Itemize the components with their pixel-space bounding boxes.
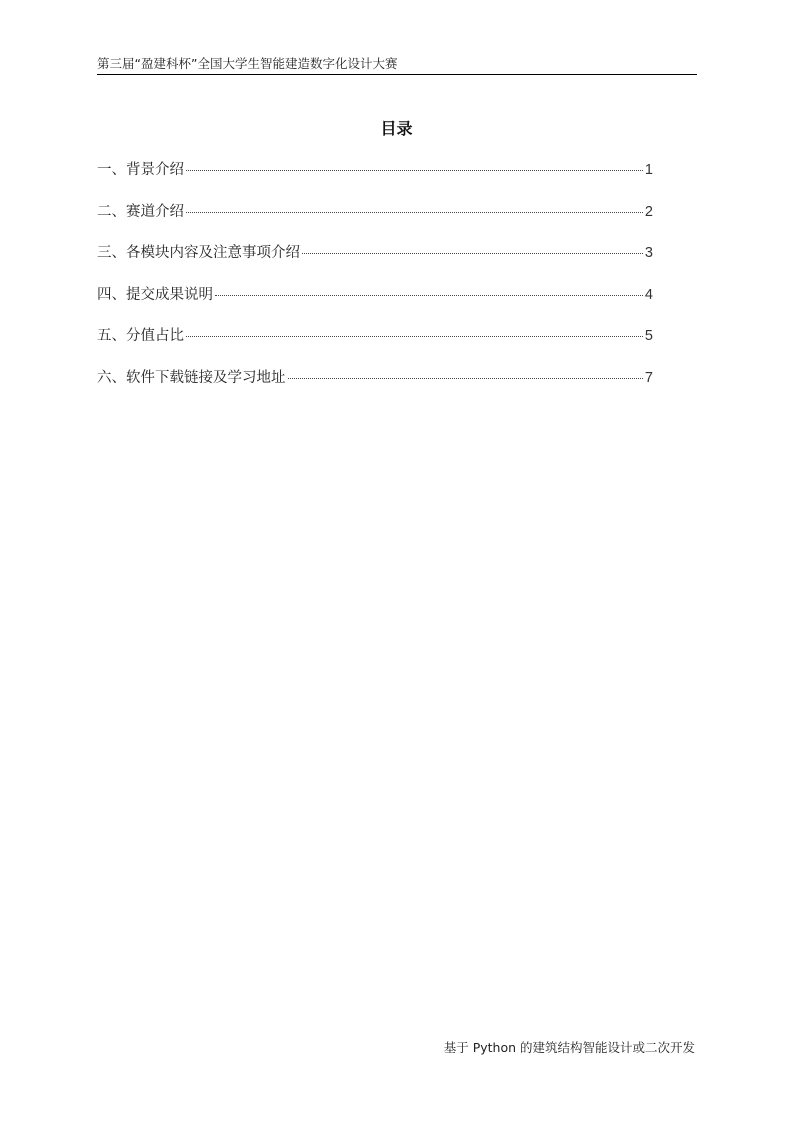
toc-entry-label: 六、软件下载链接及学习地址	[97, 369, 286, 386]
toc-page-number: 7	[644, 369, 653, 386]
toc-entry-tracks[interactable]	[97, 200, 653, 242]
table-of-contents	[97, 158, 653, 408]
toc-entry-label: 五、分值占比	[97, 328, 184, 345]
toc-page-number: 3	[644, 245, 653, 262]
toc-title: 目录	[380, 119, 413, 138]
page-footer-text: 基于 Python 的建筑结构智能设计或二次开发	[443, 1040, 695, 1055]
toc-entry-software[interactable]	[97, 366, 653, 408]
toc-dot-leader	[186, 335, 643, 337]
toc-entry-modules[interactable]	[97, 241, 653, 283]
toc-dot-leader	[215, 294, 643, 296]
toc-entry-label: 一、背景介绍	[97, 162, 184, 178]
toc-entry-label: 二、赛道介绍	[97, 203, 184, 220]
toc-entry-scoring[interactable]	[97, 324, 653, 366]
toc-dot-leader	[288, 377, 643, 379]
toc-entry-label: 四、提交成果说明	[97, 286, 213, 303]
toc-dot-leader	[186, 169, 643, 171]
toc-page-number: 1	[644, 162, 653, 178]
toc-entry-label: 三、各模块内容及注意事项介绍	[97, 245, 300, 262]
toc-dot-leader	[302, 252, 643, 254]
toc-entry-submission[interactable]	[97, 283, 653, 325]
page-header	[97, 56, 697, 75]
toc-page-number: 4	[644, 286, 653, 303]
page-header-text: 第三届“盈建科杯”全国大学生智能建造数字化设计大赛	[97, 56, 398, 71]
toc-dot-leader	[186, 211, 643, 213]
toc-page-number: 2	[644, 203, 653, 220]
toc-entry-background[interactable]	[97, 158, 653, 200]
toc-page-number: 5	[644, 328, 653, 345]
